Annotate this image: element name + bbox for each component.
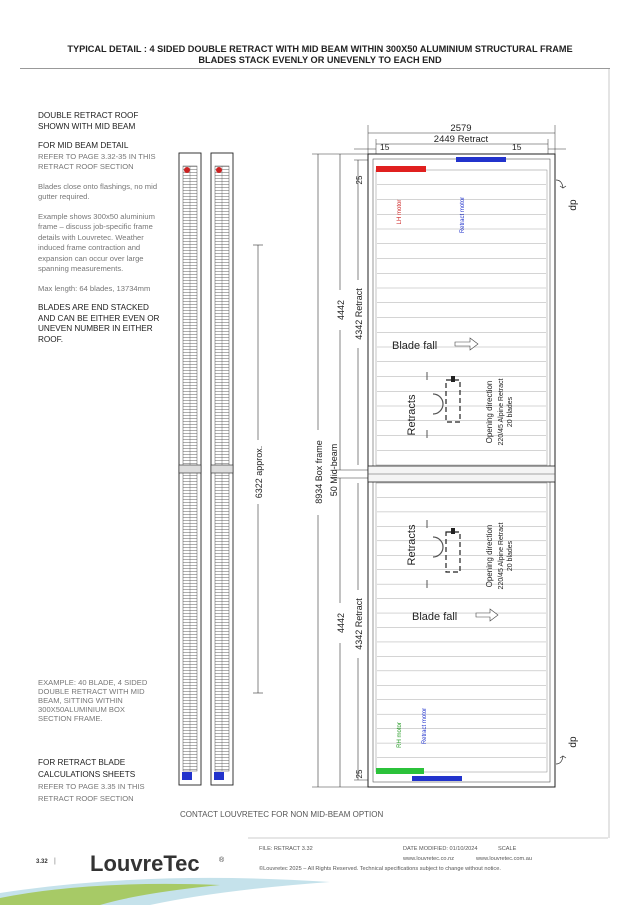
opening-direction-top: Opening direction bbox=[485, 380, 494, 444]
stacking-note: BLADES ARE END STACKED AND CAN BE EITHER EVEN OR UNEVEN NUMBER IN EITHER ROOF. bbox=[38, 303, 160, 344]
dim-half-bottom: 4442 bbox=[336, 612, 346, 634]
opening-direction-bottom: Opening direction bbox=[485, 524, 494, 588]
dim-overall-width: 2579 bbox=[450, 123, 472, 134]
side-profile-left bbox=[179, 153, 201, 785]
louvretec-logo bbox=[90, 851, 225, 876]
dp-arrow-top bbox=[556, 180, 566, 188]
blade-type-top: 220/45 Alpine Retract bbox=[498, 378, 505, 446]
blade-count-top: 20 blades bbox=[507, 396, 514, 428]
dim-mid-beam: 50 Mid-beam bbox=[329, 443, 339, 497]
contact-note: CONTACT LOUVRETEC FOR NON MID-BEAM OPTION bbox=[180, 810, 384, 819]
footer-copyright: ©Louvretec 2025 – All Rights Reserved. Technical specifications subject to change without notice. bbox=[259, 866, 501, 872]
calc-ref: REFER TO PAGE 3.35 IN THIS RETRACT ROOF SECTION bbox=[38, 782, 145, 803]
retract-motor-bar-top bbox=[456, 157, 506, 162]
blade-fall-bottom: Blade fall bbox=[412, 611, 458, 623]
footer-swoosh bbox=[0, 878, 330, 905]
logo-registered: ® bbox=[219, 857, 225, 864]
plan-frame bbox=[368, 154, 555, 787]
retract-motor-label-top: Retract motor bbox=[460, 196, 466, 234]
footer-url-nz[interactable]: www.louvretec.co.nz bbox=[403, 856, 454, 862]
calc-heading: FOR RETRACT BLADE CALCULATIONS SHEETS bbox=[38, 758, 136, 779]
dim-retract-bottom: 4342 Retract bbox=[354, 598, 364, 650]
lh-motor-bar bbox=[376, 166, 426, 172]
mid-beam-label: FOR MID BEAM DETAIL bbox=[38, 141, 129, 150]
logo-text: LouvreTec bbox=[90, 851, 200, 876]
side-profile-right bbox=[211, 153, 233, 785]
blade-count-bottom: 20 blades bbox=[507, 540, 514, 572]
mid-beam-ref: REFER TO PAGE 3.32-35 IN THIS RETRACT ROOF SECTION bbox=[38, 151, 156, 171]
dp-arrow-bottom bbox=[556, 756, 566, 764]
retract-motor-bar-bottom bbox=[412, 776, 462, 781]
footer-url-au[interactable]: www.louvretec.com.au bbox=[476, 856, 532, 862]
note-max-length: Max length: 64 blades, 13734mm bbox=[38, 283, 151, 293]
lh-motor-label: LH motor bbox=[397, 199, 403, 225]
retracts-label-top: Retracts bbox=[406, 394, 418, 436]
sidebar-heading: DOUBLE RETRACT ROOF SHOWN WITH MID BEAM bbox=[38, 111, 139, 131]
rh-motor-bar bbox=[376, 768, 424, 774]
title-line-1: TYPICAL DETAIL : 4 SIDED DOUBLE RETRACT WITH MID BEAM WITHIN 300X50 ALUMINIUM STRUCTURAL FRAME bbox=[67, 44, 573, 54]
note-flashings: Blades close onto flashings, no mid gutter required. bbox=[38, 181, 158, 201]
retract-motor-label-bottom: Retract motor bbox=[422, 707, 428, 745]
dp-label-top: dp bbox=[568, 199, 579, 211]
page-separator: | bbox=[54, 858, 56, 865]
footer-scale: SCALE bbox=[498, 846, 517, 852]
retracts-label-bottom: Retracts bbox=[406, 524, 418, 566]
dim-edge-left: 15 bbox=[380, 142, 390, 152]
dim-retract-width: 2449 Retract bbox=[433, 134, 489, 145]
dim-side-approx-label: 6322 approx. bbox=[254, 445, 264, 499]
footer-date: DATE MODIFIED: 01/10/2024 bbox=[403, 846, 478, 852]
dp-label-bottom: dp bbox=[568, 736, 579, 748]
page-number: 3.32 bbox=[36, 859, 48, 865]
example-text: EXAMPLE: 40 BLADE, 4 SIDED DOUBLE RETRACT WITH MID BEAM, SITTING WITHIN 300X50ALUMINIUM BOX SECTION FRAME. bbox=[38, 678, 148, 723]
note-frame: Example shows 300x50 aluminium frame – discuss job-specific frame details with Louvretec. Weather induced frame contraction and expansion can occur over large spanning measurements. bbox=[38, 211, 155, 273]
footer-file: FILE: RETRACT 3.32 bbox=[259, 846, 313, 852]
dim-top-edge: 25 bbox=[355, 175, 364, 185]
dim-retract-top: 4342 Retract bbox=[354, 288, 364, 340]
dim-bottom-edge: 25 bbox=[355, 769, 364, 779]
blade-fall-top: Blade fall bbox=[392, 340, 438, 352]
dim-half-top: 4442 bbox=[336, 299, 346, 321]
dim-edge-right: 15 bbox=[512, 142, 522, 152]
rh-motor-label: RH motor bbox=[397, 722, 403, 748]
dim-box-frame: 8934 Box frame bbox=[314, 440, 324, 504]
blade-type-bottom: 220/45 Alpine Retract bbox=[498, 522, 505, 590]
title-line-2: BLADES STACK EVENLY OR UNEVENLY TO EACH END bbox=[198, 55, 442, 65]
